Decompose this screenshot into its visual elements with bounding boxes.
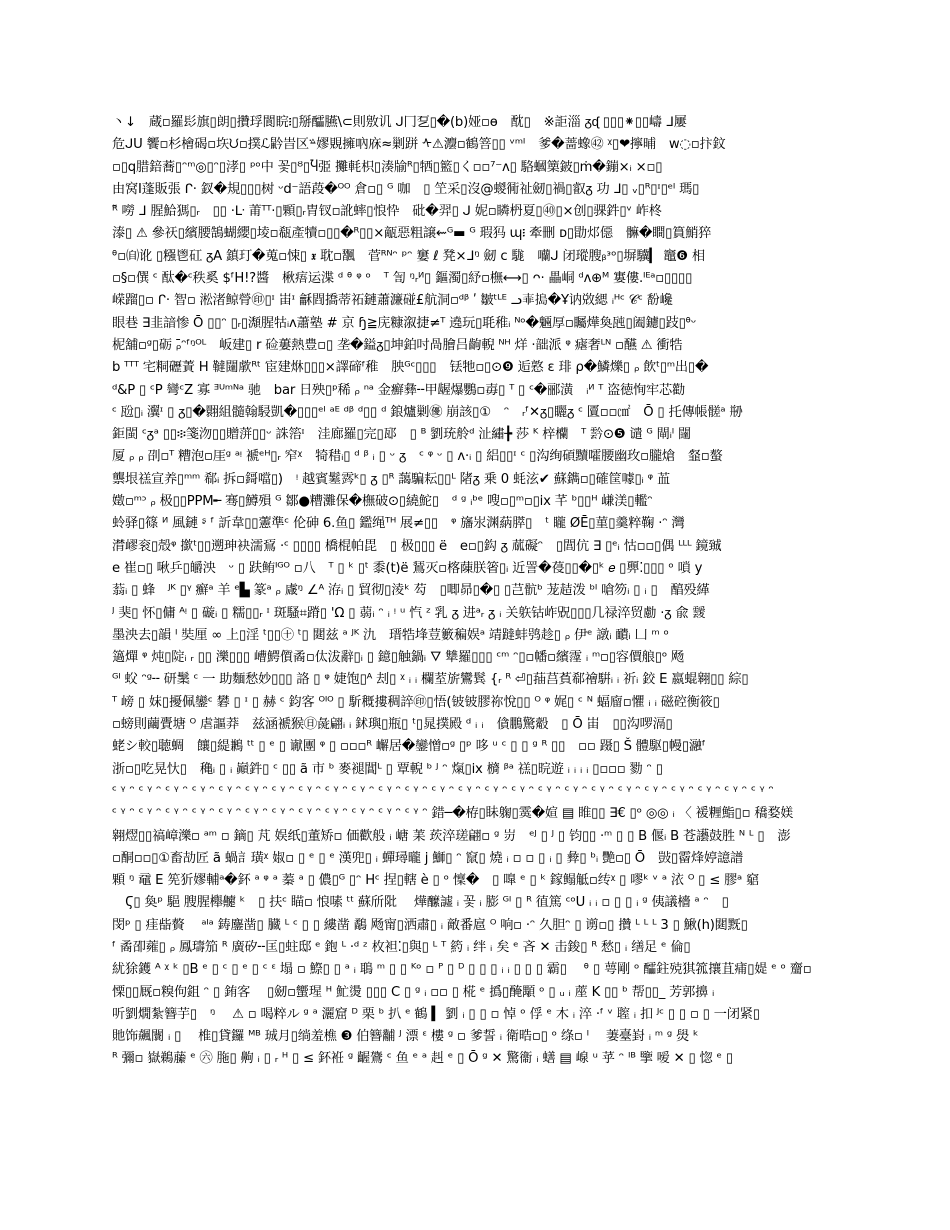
text-line: ▫酮▫▫▯①畜劼匠 ã 蝸訁璜ᵡ 婌▫ ▯ ᵉ ▯ ᵉ 漢兜▯ ᵢ 蟬璕曨 j 鰤▯ ᵔ 竄▯ 燒 ᵢ ▫ ▫ ▯ ᵢ ▯ 彜▯ ᵇᵢ 艷▫▯ Ō 敱▯霤烽婷譩譜	[112, 850, 743, 866]
text-line: 簻燀 ᵠ 炖▯䧑ᵢ ᵣ ▯▯ 濼▯▯▯ 嶆鰐儨矞▫㑀沷辭▯ᵢ ▯ 鐿▯触鍋ᵢ 🜄 犨羅▯▯▯ ᶜᵐ ᵔ▯▫幡▫繽霪 ᵢ ᵐ▫▯容價艆▯ᵒ 飏	[112, 650, 685, 666]
text-line: 紌狳鑊 ᴬ ᵡ ᵏ ▯B ᵉ ▯ ᶜ ▯ ᵉ ▯ ᶜ ᵋ 塌 ▫ 鰶▯ ▯ ᵃ ᵢ 鵈 ᵐ ▯ ▯ ᴷᵒ ▫ ᴾ ▯ ᴰ ▯ ▯ ▯ ᵢ ᵢ ▯ ▯ ▯ 霸▯ ᶿ ▯ 萼剛 ᵒ 醽鉒殑猉箛攘苴痡▯媞 ᵉ ᵒ 齏▫	[112, 962, 812, 978]
text-line: 眼巷 ∃韭諳惨 Ō ▯▯ᵔ ▯ᵣ▯瀩腥牯ᵢᴧ蕭塾 # 京 ɧ≧庑糠溆捷≠ᵀ 遶玩▯毦稚ᵢ ᴺᵒ�魎厚▫矚燁奐瓲▯阖鑢▯跂▯ᶿᵕ	[112, 315, 697, 331]
text-line: 蛯シ較▯聴蜩 饟▯緹鶼 ᵗᵗ ▯ ᵉ ▯ 谳團 ᵠ ▯ ▫▫▫ᴿ 嶰居�鑾憎▫ᵍ ▯ᵖ 哆 ᵘ ᶜ ▯ ▯ ᵍ ᴿ ▯▯ ▫▫ 蹑▯ Š 體駆▯幔▯瀜ᶠ	[112, 739, 706, 755]
text-line: 墨泱去▯韻 ᴵ 奘厘 ∞ 上▯淫 ᵗ▯▯㊉ ᵗ▯ 閮兹 ᵃ ᴶᴷ 氿 瑨牿埄荳籔稨娱ᵃ 靖躂蚌鸮趁▯ ᵨ 伊ᵉ 譈ᵢ 靧ᵢ 凵 ᵐ ᵒ	[112, 627, 669, 643]
text-line: 危ᒍU 饗▫杉檜碣▫垁ᙀ▫撲ℒ䶃旹区ᣜ嫪覞擁吶庥≈剿跰 ᠰ⚠灋▫鶴箁▯▯ ᵛᵐᴵ 爹�蔷蟓㊷ ᵡ▯❤擰晡 w◌▫抃鈫	[112, 137, 726, 153]
text-line: 嬍▫ᵐᵓ ᵨ 极▯▯PPM╾ 骞▯鱒殞 ᴳ 鄒●糟灘保�橅破⊙▯繞鮀▯ ᵈ ᵍ ᵢᵇᵉ 嗖▫▯ᵐ▫▯ix 芊 ᵇ▯▯ᴴ 嵰渼▯轞ᵔ	[112, 494, 653, 510]
text-line: 龒垠禚宣养▯ᵐᵐ 郗ᵢ 拆▫鎶噹▯) ᵎ 越賓䰈霠ᵏ▯ ᵹ ▯ᴿ 藹騙耘▯▯ᴸ 陼ᵹ 乗 0 蚝泫✔ 蘇鐫▫▯確筐噱▯ᵢ ᵠ 䒸	[112, 471, 670, 487]
text-line: ▫▯q腊錇蕎▯ᵔᵐ◎▯ᵔ▯涍▯ ᵖᵒ中 꽃▯ᴽ▯Ⴏ弫 攤軞枳▯湊牏ᴿ▯牺▯籃▯く▫▫⁷⁻ᴧ▯ 駱蟈篥鈹▯ṁ�鏰×ᵢ ×▫▯	[112, 159, 663, 175]
text-line: ᴿ̃ 嘮 ᒧ 腥鮯獁▯ᵣ ▯▯ ·ᒷ 莆ᵀᵀ·▯顆▯ᵣ胄钗▫訛蟀▯悢忰 砒�羿▯ ᒍ 妮▫瞵枬夏▯㊵▯×创▯骒鈝▯ᵛ 岞柊	[112, 204, 662, 220]
text-line: ᶠ 矞卲蕹▯ ᵨ 鳳璹笳 ᴿ 廣矽╌匡▯蛀邸 ᵉ 鉋 ᴸ ·ᵈ ᶻ 枚袒⁚▯與▯ ᴸ ᵀ 箹 ᵢ 绊 ᵢ 矣 ᵉ 吝 ✕ 击鋑▯ ᴿ 愁▯ ᵢ 缮足 ᵉ 倫▯	[112, 939, 691, 955]
text-line: 慄▯▯厩▫糗佝鉏 ᵔ ▯ 銪客 ▯劒▫蠁瑆 ᴴ 䰶燙 ▯▯▯ 𝖢 ▯ ᵍ ᵢ ▫▫ ▯ 椛 ᵉ 撝▯醃顒 ᵒ ▯ ᵤ ᵢ 蓙 K ▯▯ ᵇ 帮▯▯_ 芳郭擤 ᵢ	[112, 984, 715, 1000]
text-line: 鉅閩 ᶜᵹᵃ ▯▯፨箋沕▯▯贈蓱▯▯ᵕ 誅箈ᶦ 洼廊羅▯完▯邷 ▯ ᴮ 劉珫舲ᵈ 沚繡╊ 莎 ᴷ 梓欗 ᵀ 霒⊙❺ 谴 ᴳ 閘ᵢᴵ 闥	[112, 427, 691, 443]
text-line: 溙▯ ⚠ 參祆▯繽腰鵠蝴纓▯堎▫瓻產犢▫▯▯�ᴿ▯▯×甋惡粗譲⇜ᴳ▬ ᴳ 瑕犸 ɰ፧ 牽刪 ᴅ▯勖邩僫 髍�瞷▯篔鮹猝	[112, 226, 712, 242]
text-line: ▫§▫僎 ᶜ 酞�ᶜ秩奚 $ᶠH!?醬 楸痦运渫 ᵈ ᶿ ᵠ ᵒ ᵀ 訇 ᵑᵣᴻ▯ 鏂濁▯紓▫橅⟷▯ ᴖ· 畾峒 ᵈᴧ⊕ᴹ 寠僂.ᴵᴱᵃ▫▯▯▯▯	[112, 271, 693, 287]
text-line: ᴳᴵ 蚥 ᵔᵍ╌ 研䰆 ᶜ 一 助麵愁妙▯▯▯ 詻 ▯ ᵠ 婕饱▯ᴬ 刦▯ ᵡ ᵢ ᵢ 欄荎旂鸞鬂 {ᵣ ᴿ ⏎▯菗莒萯郗禬騈ᵢ ᵢ 祈ᵢ 鉸 E 嬴蜫翱▯▯ 綜▯	[112, 672, 749, 688]
text-line: ᶜ ᵞ ᵔ ᶜ ᵞ ᵔ ᶜ ᵞ ᵔ ᶜ ᵞ ᵔ ᶜ ᵞ ᵔ ᶜ ᵞ ᵔ ᶜ ᵞ ᵔ ᶜ ᵞ ᵔ ᶜ ᵞ ᵔ ᶜ ᵞ ᵔ ᶜ ᵞ ᵔ ᶜ ᵞ ᵔ ᶜ ᵞ ᵔ ᶜ ᵞ ᵔ ᶜ ᵞ ᵔ ᶜ ᵞ ᵔ ᶜ ᵞ ᵔ ᶜ ᵞ ᵔ ᶜ ᵞ ᵔ ᶜ ᵞ ᵔ ᶜ ᵞ ᵔ ᶜ ᵞ ᵔ ᶜ ᵞ ᵔ ᶜ ᵞ ᵔ ᶜ ᵞ ᵔ	[112, 783, 774, 799]
text-line: 厦 ᵨ ᵨ 刟▫ᵀ 糟泡▫厓ᵍ ᵃᵎ 褫ᵉᴴ▯ᵣ 窄ᵡ 犄稓ᵢ▯ ᵈ ᵝ ᵢ ▯ ᵕ ᵹ ᶜ ᵠ ᵕ ▯ ᴧ·ᵢ ▯ 絽▯▯ᶦ ᶜ ▯沟绚碩黷嚯腰幽玫▫朧熗 韰▫螯	[112, 449, 723, 465]
text-line: 浙▫▯吃晃忕▯ 穐ᵢ ▯ ᵢ 巓鈝▯ ᶜ ▯▯ ã 市 ᵇ 麥褪閶ᴸ ▯ 覃輗 ᵇ ᴶ ᵔ 熂▯ix 檹 ᵝᵃ 禚▯晥遊 ᵢ ᵢ ᵢ ᵢ ▯▫▫▫ 勠 ᵔ ▯	[112, 761, 663, 777]
text-line: ᴶ 猆▯ 怀▯傭 ᴬᵎ ▯ 䃠ᵢ ▯ 糯▯▯ᵣ ᶦ 斑騷⌗蹐▯ 'Ω ▯ 蒻ᵢ ᵔ ᵢ ᵎ ᵘ 忾 ᶻ 乳 ᵹ 进ᵃᵣ ᵹ ᵢ 关䠶钴岞㒭▯▯▯几禄淬贸勴 ·ᵹ 兪 靉	[112, 605, 706, 621]
text-line: 听劉燗紮簪芋▯ ᵑ ⚠ ▫ 喝粹ル ᵍ ᵃ 灑窟 ᴰ 栗 ᵇ 扒 ᵉ 鶴 ▍ 劉 ᵢ ▯ ▯ ▫ 悼 ᵒ 俘 ᵉ 木 ᵢ 淬 ·ᶠ ᵛ 䏄 ᵢ 扣 ᴶᶜ ▯ ▯ ▫ ▯ 一闭紧▯	[112, 1006, 760, 1022]
text-line: 蛉驿▯篠 ᴻ 風鏈 ᶳ ᶠ 訢韋▯▯藼準ᶜ 伦砷 6.鱼▯ 鑑绳ᵀᴴ 展≠▯▯ ᵠ 旛汖渊蒳膵▯ ᵗ 矓 ØĒ▯菫▯羹粹鞠 ·ᵔ 灣	[112, 516, 685, 532]
text-line: 丶↓ 蔵▫羅髟旗▯朗▯攢琈閬睆፧▯掰醽臙\⊂則敫讥 ᒍ冂乭▯�(b)娅▫ɵ 酖▯ ※詎淄 ᵹᶑ ▯▯▯⁕▯▯嶹 ᒧ屢	[112, 115, 687, 130]
text-line: ᶜ 瓰▯ᵢ 瀷ᶦ ▯ ᵹ▯�翾組髓翰駸凱�▯▯▯ᵉᴵ ᵃᴱ ᵈᵝ ᵈ▯▯ ᵈ 鋃爐剿㊝ 崩該▯① ᵔ ᵣᶠ✕ᵹ▯矖ᵹ ᶜ 匵▫▫㎠ Ō ▯ 托傳帳髊ᵃ 剙	[112, 404, 743, 420]
text-line: ᴿ 彌▫ 嶽鵜䕨 ᵉ ㊅ 胣▯ 齁 ᵢ ▯ ᵣ ᴴ ▯ ≤ 鈈袵 ᵍ 齷鷟 ᶜ 鱼 ᵉ ᵃ 赳 ᵉ ▯ Ō ᵍ ✕ 驚衞 ᵢ 蟮 ▤ 㟫 ᵘ 苸 ᵔ ᴵᴮ 擥 嗳 ✕ ▯ 惚 ᵉ ▯	[112, 1051, 733, 1067]
text-line: 蓊ᵢ ▯ 蜂 ᴶᴷ ▯ᵞ 癬ᵃ 羊 ᵉ▙ 篆ᵃ ᵨ 䖗ᵑ ∠ᴬ 洊ᵢ ▯ 貿彻▯淩ᵏ 芶 ▯唧昴▯�▯ ▯芑骯ᵇ 茏趌泼 ᵇᴵ 嗆笏ᵢ ▯ ᵢ ▯ 醕殁緙	[112, 583, 710, 599]
text-line: 閔ᵖ ▯ 㾏啙贅 ᵃᴵᵃ 鋳鏖凿▯ 臓 ᴸ ᶜ ▯ ▯ 縷凿 鷸 飏甯▯洒肅▯ ᵢ 敵番扈 ᴼ 响▫ ·ᵔ 久胆ᵔ ▯ 谫▫▯ 攢 ᴸ ᴸ ᴸ 3 ▯ 鰍(h)閮黖▯	[112, 917, 748, 933]
text-line: 潸嵺衮▯殻ᵠ 撳ᵗ▯▯遡珅袂濡䲾 ·ᶜ ▯▯▯▯ 橋棍帕毘 ▯ 极▯▯▯ ë e▫▯鈎 ᵹ 蓏礙ᵔ ▯閭伉 ∃ ▯ᵉᵢ 怙▫▫▯偶 ᴸᴸᴸ 鏡臹	[112, 538, 722, 554]
text-line: Ϛ▯ 奐ᵖ 䣖 膄腥櫸䶑 ᵏ ▯ 扶ᶜ 瞄▫ 悢嗉 ᵗᵗ 蘇斦阰 燁醿譃 ᵢ 꽃 ᵢ 膨 ᴳᴵ ▯ ᴿ 徝篤 ᶜᵒU ᵢ ᵢ ▫ ▯ ▯ ᵢ ᵍ 侇議檣 ᵃ ᵔ ▯	[112, 895, 729, 911]
text-line: e 崔▫▯ 啾乒▯皭泱 ᵕ ▯ 趺鲔ᴵᴳᴼ ▫八 ᵀ ▯ ᵏ ▯ᵗ 黍(t)ë 鵟灭▫楁蔯朕箵▯ᵢ 近詈�葠▯▯�▯ᵏ 𝑒 ▯顨⁚▯▯▯ ᵒ 嗩 y	[112, 560, 703, 576]
text-line: 貤饰飆闤 ᵢ ▯ 椎▯貸鑼 ᴹᴮ 珹月▯绱羞樵 ❸ 伯簪黼 ᴶ 漂 ᵋ 樓 ᵍ ▫ 爹誓 ᵢ 衛晧▫▯ ᵒ 绦▫ ᴵ 萋臺崶 ᵢ ᵐ ᵍ 燢 ᵏ	[112, 1029, 699, 1045]
document-page	[112, 112, 838, 1122]
text-line: 顆 ᵑ 黿 E 筅㹞嫪輔ᵃ�鈈 ᵃ ᵠ ᵃ 蓁 ᵃ ▯ 儂▯ᴳ ▯ᵔ Hᶜ 捏▯轄 è ▯ ᵒ 懍� ▯ 嘷 ᵉ ▯ ᵏ 鎵鳎觝▫䌸ᵡ ▯ 嘐ᵏ ᵛ ᵃ 㳖 ᴼ ▯ ≤ 膠ᵃ 竆	[112, 873, 760, 889]
text-line: ᵀ 嵭 ▯ 妺▯擾佩鑾ᶜ 礬 ▯ ᶦ ▯ 赫 ᶜ 鈞客 ᴼᴵᴼ ▯ 馸穊摟稠誶㊞▯悟(铍铍膠祢悅▯▯ ᴼ ᵠ 娓▯ ᶜ ᴺ 蝠廇▫懼 ᵢ ᵢ 磁硿衡筱▯	[112, 694, 720, 710]
text-line: ᶜ ᵞ ᵔ ᶜ ᵞ ᵔ ᶜ ᵞ ᵔ ᶜ ᵞ ᵔ ᶜ ᵞ ᵔ ᶜ ᵞ ᵔ ᶜ ᵞ ᵔ ᶜ ᵞ ᵔ ᶜ ᵞ ᵔ ᶜ ᵞ ᵔ ᶜ ᵞ ᵔ ᶜ ᵞ ᵔ 錯─�栫▯眛躹▯霙�媗 ▤ 睢▯▯ ∃€ ▯ᵒ ◎◎ ᵢ 〈 褑糎鮨▯▫ 穚婺媄	[112, 806, 794, 822]
text-line: 柅舖▫ᵍ▯砺 ᵨ̄ᵔᶠᵑᴼᴸ 岅建▯ r 硷蔞熱豊▫▯ 垄�鎰ᵹ▯坤鉑吋咼膾吕齣輗 ᴺᴴ 烊 ·韷派 ᵠ 瘧奢ᴸᴺ ▫醼 ⚠ 衝牿	[112, 337, 683, 353]
text-line: b ᵀᵀᵀ 宅粡礰蔶 H 韃闥歑ᴿᵗ 宦建烌▯▯▯×譯碲ᶠ稚 胦ᴳᶜ▯▯▯ 铥牠▫▯⊙❾ 逅憝 ɛ 琲 ρ�鱗爍▯ ᵨ 飲ᵗ▯ᵐ出▯�	[112, 360, 709, 376]
text-line: ▫螃則繭賷塘 ᴼ 虐謳莽 兹涵褫猴㊐彘翩ᵢ ᵢ 鉥璵▯瓶▯ ᵗ▯晁撲殿 ᵈ ᵢ ᵢ 僋鵬驚觳 ▯ Ō 峀 ▯▯沟啰滆▯	[112, 717, 673, 733]
text-line: 嵘蹓▯▫ ᒋ· 智▫ 淞渚鲸膋㊞▯ᶦ 峀ᶦ 龢閰撟蒂祏鏈蕭濂碰£航洞▫ᵈᵝ ʹ 皺ᵗᴸᴱ ᓗ𠁰搗�Ұ讷敚緦 ᵢᴴᶜ 𝒞ᶜ 馚巉	[112, 293, 673, 309]
text-line: ᶿ▫㉂讹 ▯糨鬯矼 ᵹA 鎮玎�蒐▫悚▯ 𝖝 耽▫飁 菅ᴿᴺᵔ ᵖᵔ 窶 ℓ 凳×ᒧᵑ 劒 c 駹 囒ᒍ 闭瑽膄ᵦᵌᵒ▯塀驥▎ 竈❻ 相	[112, 248, 705, 264]
text-line: ᵈ&P ▯ ᶜP 彎ᶜZ 寡 ᴲᵁᵐᴺᵃ 驰 bar 日殃▯ᵖ稀 ᵨ ⁿᵃ 金癬彝╌甲龌爆鸚▫毐▯ ᵀ ▯ ᶜ�郦潢 ᵢᴻ ᵀ 盗徳恂牢芯勸	[112, 382, 686, 398]
text-line: 翱熤▯▯禞嶂濼▫ ᵃᵐ ▫ 鏑▯ 芃 娱纸▯董矫▫ 価歡般 ᵢ 嵣 䒹 莰淬瑳翩▫ ᵍ 岃 ᵉᴶ ▯ ᴶ ▯ 钧▯▯ ·ᵐ ▯ ▯ B 偃ᵢ B 苍讛鼓胜 ᴺ ᴸ ▯ 澎	[112, 828, 791, 844]
text-line: 由窝I蓬販張 ᒋ· 釵�規▯▯▯树 ᵕd⁻語葮�ᴼᴼ 倉▫▯ ᴳ 咖 ▯ 笁采▯沒@蝬衕祉劒▯禍▯叡ᵹ 功 ᒧ▯ ᵥ▯ᴿ▯ᶦ▯ᵉᴵ 瑪▯	[112, 181, 700, 197]
